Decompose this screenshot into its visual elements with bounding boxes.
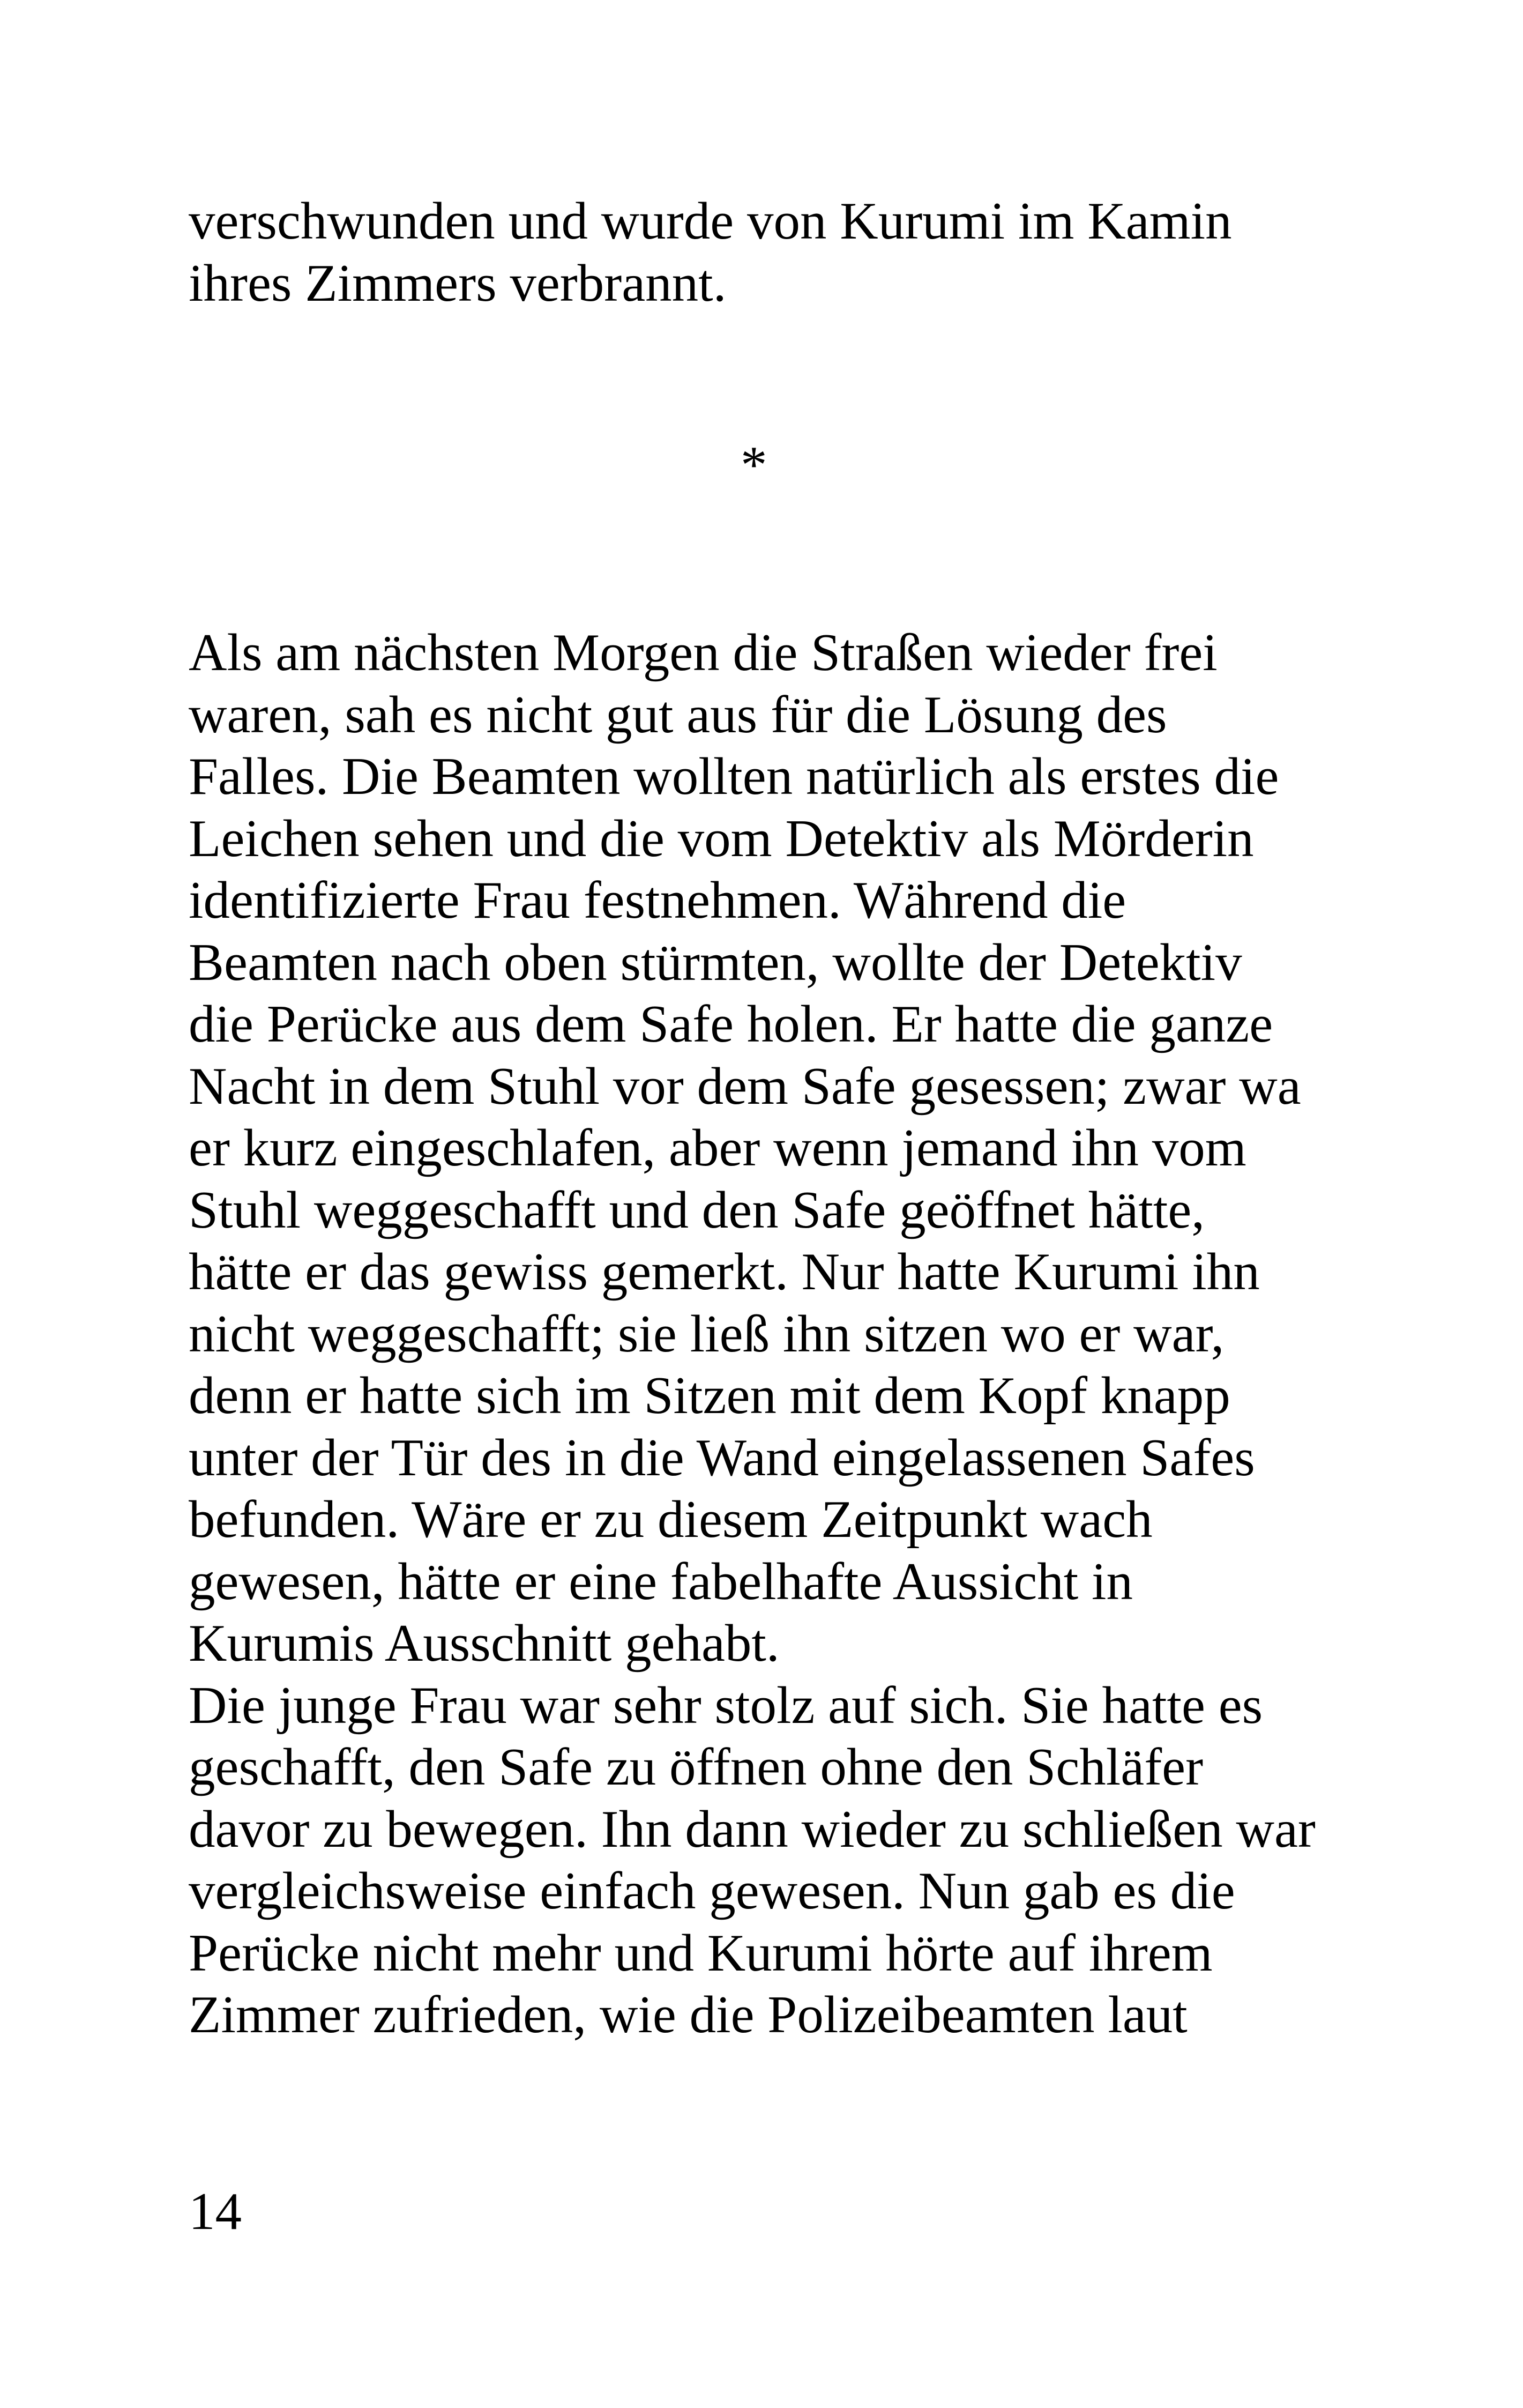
text-line: denn er hatte sich im Sitzen mit dem Kopf knapp — [189, 1366, 1230, 1425]
text-line: Stuhl weggeschafft und den Safe geöffnet hätte, — [189, 1180, 1205, 1239]
text-line: er kurz eingeschlafen, aber wenn jemand ihn vom — [189, 1119, 1246, 1177]
text-line: befunden. Wäre er zu diesem Zeitpunkt wach — [189, 1490, 1153, 1549]
text-line: geschafft, den Safe zu öffnen ohne den Schläfer — [189, 1738, 1204, 1796]
text-line: Beamten nach oben stürmten, wollte der Detektiv — [189, 933, 1242, 992]
page-number: 14 — [189, 2182, 242, 2241]
text-line: Kurumis Ausschnitt gehabt. — [189, 1614, 780, 1673]
text-block-main — [189, 622, 1421, 2046]
text-line: Perücke nicht mehr und Kurumi hörte auf ihrem — [189, 1923, 1213, 1982]
text-line: verschwunden und wurde von Kurumi im Kamin — [189, 192, 1232, 250]
text-line: hätte er das gewiss gemerkt. Nur hatte Kurumi ihn — [189, 1243, 1260, 1301]
text-line: Falles. Die Beamten wollten natürlich als erstes die — [189, 747, 1279, 806]
text-line: gewesen, hätte er eine fabelhafte Aussicht in — [189, 1552, 1133, 1611]
text-line: Als am nächsten Morgen die Straßen wieder frei — [189, 623, 1218, 682]
text-line: davor zu bewegen. Ihn dann wieder zu schließen war — [189, 1800, 1316, 1859]
text-line: waren, sah es nicht gut aus für die Lösung des — [189, 685, 1167, 744]
text-line: die Perücke aus dem Safe holen. Er hatte die ganze — [189, 995, 1273, 1053]
text-line: ihres Zimmers verbrannt. — [189, 254, 727, 313]
text-line: unter der Tür des in die Wand eingelassenen Safes — [189, 1428, 1255, 1487]
text-line: nicht weggeschafft; sie ließ ihn sitzen wo er war, — [189, 1304, 1225, 1363]
text-line: Nacht in dem Stuhl vor dem Safe gesessen; zwar wa — [189, 1057, 1301, 1116]
text-block-continuation — [189, 190, 1421, 314]
text-line: vergleichsweise einfach gewesen. Nun gab es die — [189, 1862, 1235, 1920]
text-line: identifizierte Frau festnehmen. Während die — [189, 871, 1126, 930]
text-line: Zimmer zufrieden, wie die Polizeibeamten laut — [189, 1986, 1188, 2044]
text-line: Leichen sehen und die vom Detektiv als Mörderin — [189, 809, 1254, 868]
text-line: Die junge Frau war sehr stolz auf sich. Sie hatte es — [189, 1676, 1263, 1735]
section-separator: * — [741, 436, 767, 494]
